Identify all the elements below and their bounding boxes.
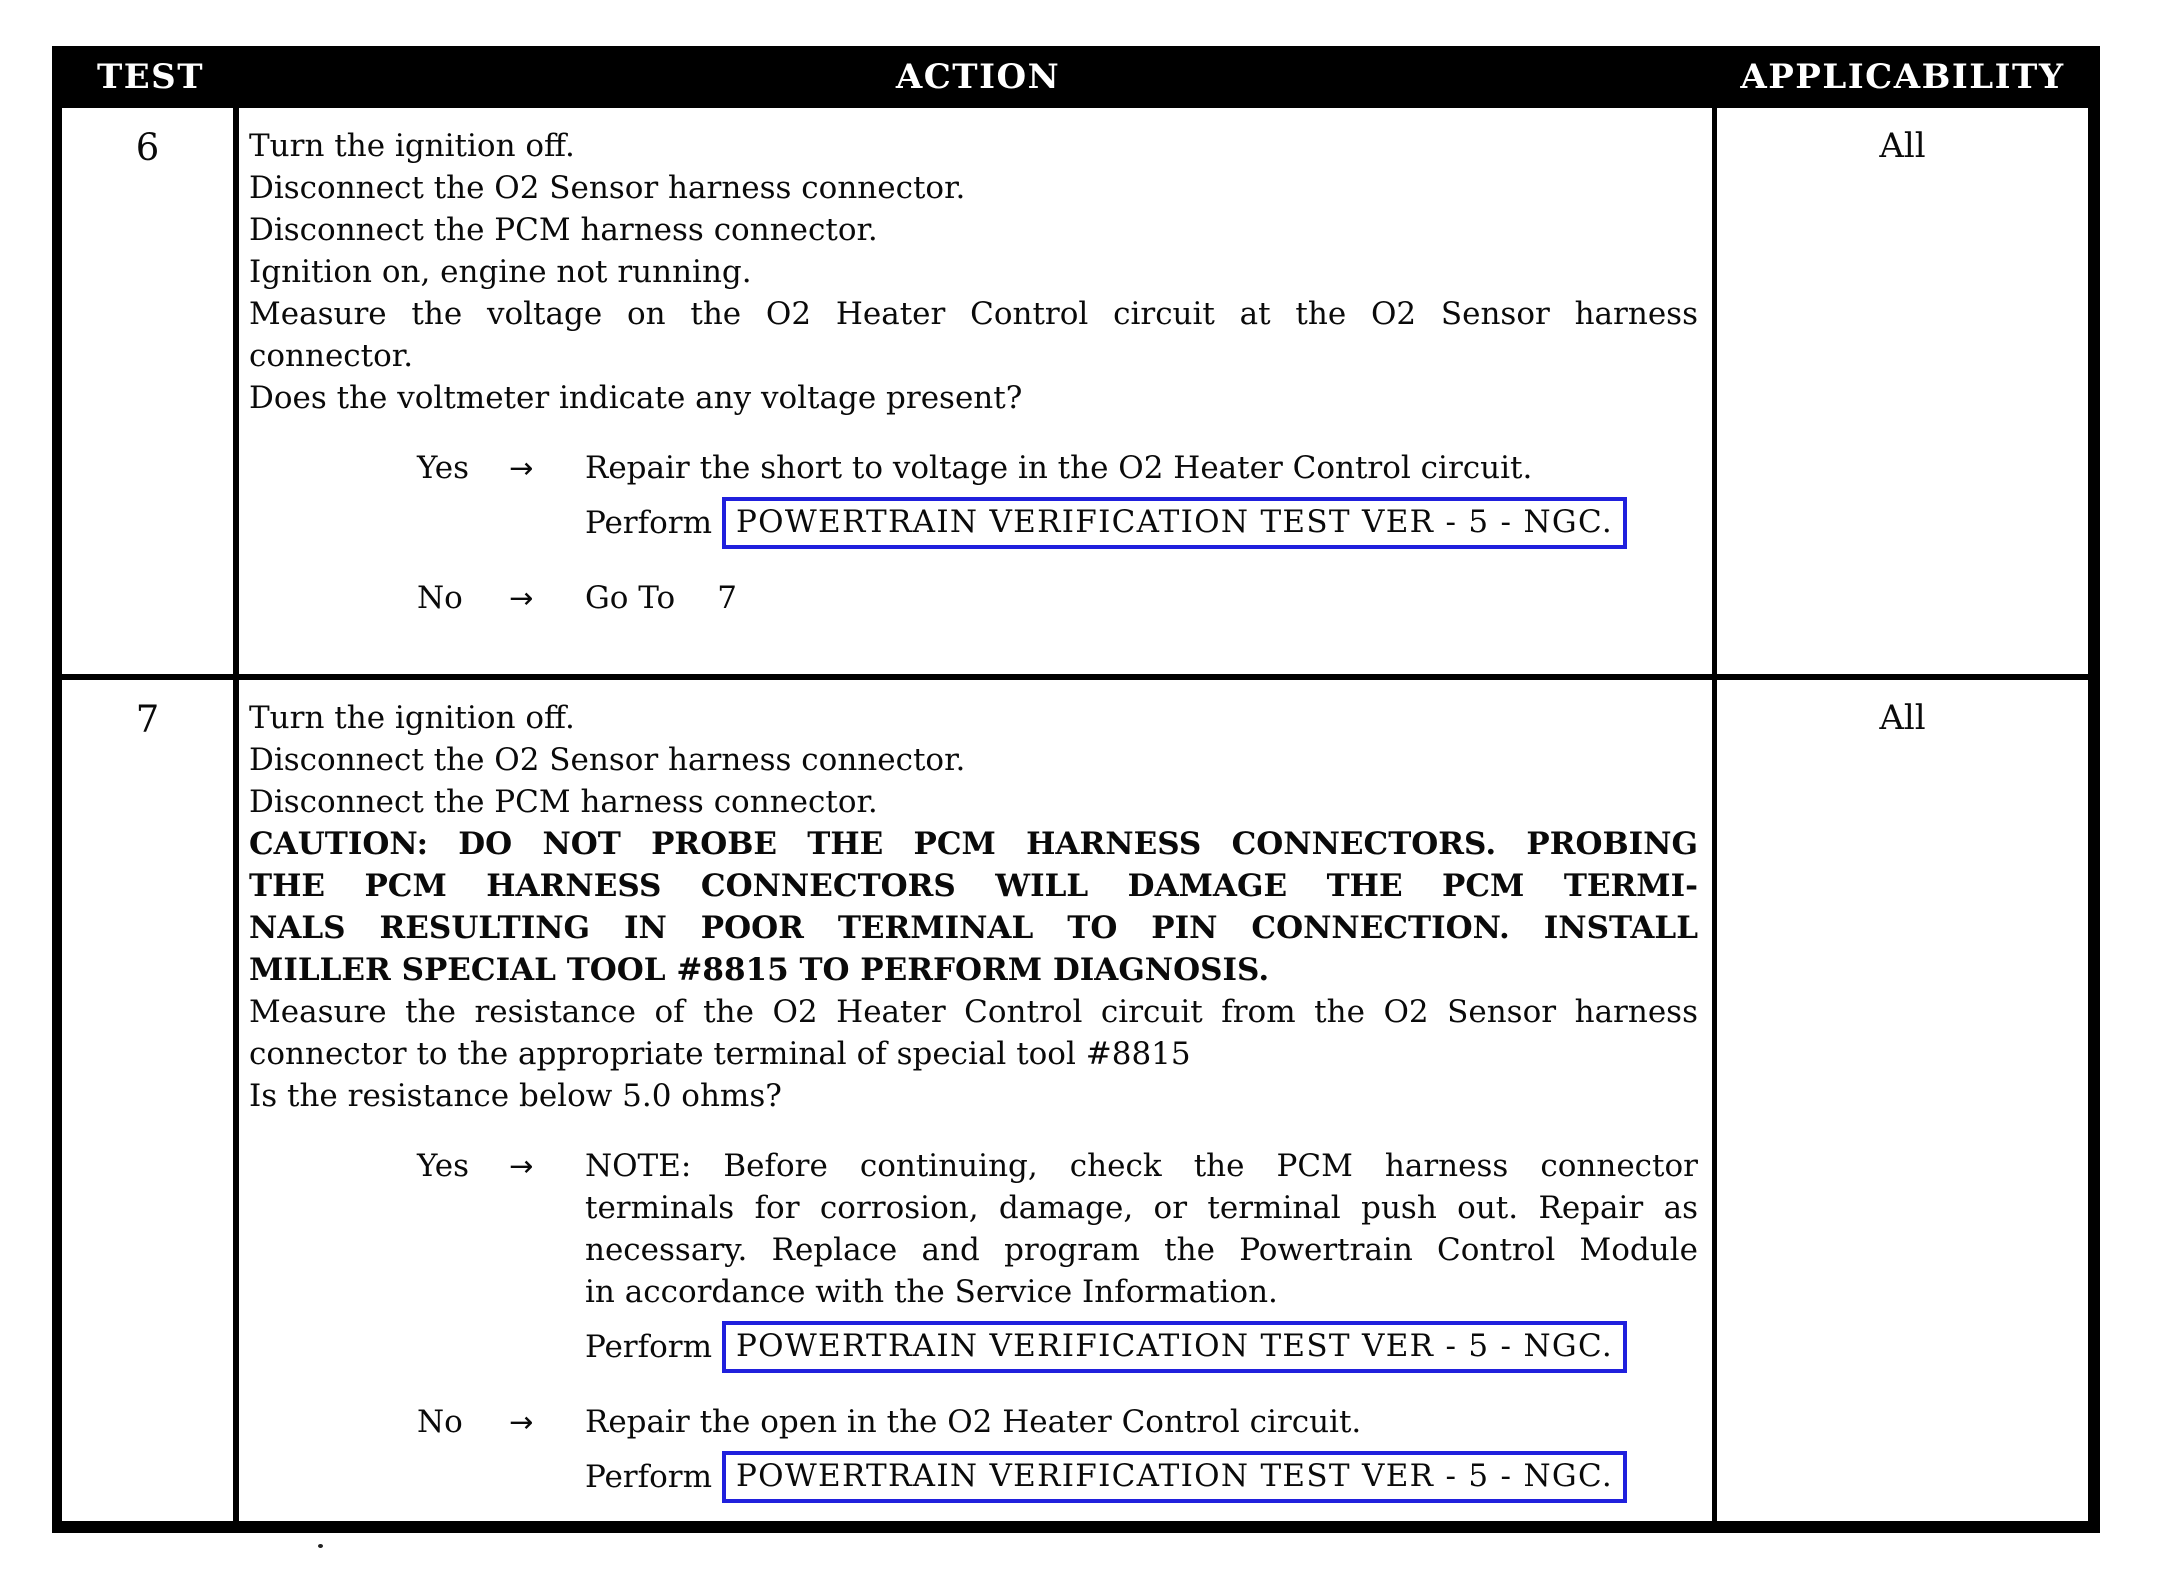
applicability-cell: [1717, 680, 2088, 1521]
answer-no: [249, 577, 1698, 619]
result-line: Repair the short to voltage in the O2 Heater Control circuit.: [585, 450, 1533, 486]
goto-target-test-number: 7: [717, 580, 737, 616]
step-line: Turn the ignition off.: [249, 128, 575, 164]
arrow-right-icon: →: [509, 1149, 534, 1183]
arrow-right-icon: →: [509, 581, 534, 615]
answer-label-yes: Yes: [417, 450, 470, 486]
test-number: 6: [135, 126, 160, 169]
result-line: Repair the open in the O2 Heater Control circuit.: [585, 1404, 1362, 1440]
action-cell: [239, 108, 1717, 674]
table-row-test-6: [62, 108, 2088, 674]
step-line: Disconnect the O2 Sensor harness connector.: [249, 742, 966, 778]
step-line: Disconnect the PCM harness connector.: [249, 784, 878, 820]
caution-line: NALS RESULTING IN POOR TERMINAL TO PIN CONNECTION. INSTALL: [249, 910, 1698, 946]
perform-prefix: Perform: [585, 1329, 712, 1365]
test-number: 7: [135, 698, 160, 741]
answers-block: [249, 447, 1698, 619]
action-cell: [239, 680, 1717, 1521]
caution-line: CAUTION: DO NOT PROBE THE PCM HARNESS CONNECTORS. PROBING: [249, 826, 1698, 862]
powertrain-verification-link[interactable]: POWERTRAIN VERIFICATION TEST VER - 5 - NGC.: [722, 1321, 1627, 1373]
step-line: Turn the ignition off.: [249, 700, 575, 736]
answer-body: [585, 1401, 1698, 1505]
question-line: Is the resistance below 5.0 ohms?: [249, 1078, 782, 1114]
applicability-cell: [1717, 108, 2088, 674]
perform-line: [585, 495, 1698, 551]
test-number-cell: [62, 108, 239, 674]
header-cell-action: ACTION: [895, 57, 1061, 97]
note-line: in accordance with the Service Information.: [585, 1274, 1278, 1310]
table-header-row: [62, 46, 2088, 108]
answer-body: [585, 1145, 1698, 1375]
answer-body: [585, 577, 1698, 619]
note-line: NOTE: Before continuing, check the PCM harness connector: [585, 1148, 1698, 1184]
answer-label-no: No: [417, 1404, 463, 1440]
answer-yes: [249, 1145, 1698, 1375]
arrow-right-icon: →: [509, 451, 534, 485]
perform-line: [585, 1449, 1698, 1505]
answers-block: [249, 1145, 1698, 1505]
step-line: Ignition on, engine not running.: [249, 254, 752, 290]
answer-no: [249, 1401, 1698, 1505]
applicability-value: All: [1879, 698, 1926, 738]
header-cell-applicability: APPLICABILITY: [1740, 57, 2065, 97]
note-line: terminals for corrosion, damage, or terminal push out. Repair as: [585, 1190, 1698, 1226]
step-line: connector.: [249, 338, 414, 374]
powertrain-verification-link[interactable]: POWERTRAIN VERIFICATION TEST VER - 5 - NGC.: [722, 1451, 1627, 1503]
answer-label-yes: Yes: [417, 1148, 470, 1184]
question-line: Does the voltmeter indicate any voltage present?: [249, 380, 1023, 416]
powertrain-verification-link[interactable]: POWERTRAIN VERIFICATION TEST VER - 5 - NGC.: [722, 497, 1627, 549]
perform-line: [585, 1319, 1698, 1375]
scan-speck: [318, 1544, 323, 1548]
applicability-value: All: [1879, 126, 1926, 166]
step-line: connector to the appropriate terminal of special tool #8815: [249, 1036, 1191, 1072]
step-line: Measure the resistance of the O2 Heater Control circuit from the O2 Sensor harness: [249, 994, 1698, 1030]
goto-line: [585, 577, 1698, 619]
test-number-cell: [62, 680, 239, 1521]
perform-prefix: Perform: [585, 1459, 712, 1495]
answer-yes: [249, 447, 1698, 551]
answer-body: [585, 447, 1698, 551]
step-line: Measure the voltage on the O2 Heater Control circuit at the O2 Sensor harness: [249, 296, 1698, 332]
step-line: Disconnect the PCM harness connector.: [249, 212, 878, 248]
step-line: Disconnect the O2 Sensor harness connector.: [249, 170, 966, 206]
table-row-test-7: [62, 674, 2088, 1521]
diagnostic-test-table: [52, 46, 2100, 1533]
arrow-right-icon: →: [509, 1405, 534, 1439]
perform-prefix: Perform: [585, 505, 712, 541]
caution-line: MILLER SPECIAL TOOL #8815 TO PERFORM DIAGNOSIS.: [249, 952, 1270, 988]
caution-line: THE PCM HARNESS CONNECTORS WILL DAMAGE THE PCM TERMI-: [249, 868, 1698, 904]
header-cell-test: TEST: [96, 57, 205, 97]
answer-label-no: No: [417, 580, 463, 616]
goto-prefix: Go To: [585, 580, 676, 616]
note-line: necessary. Replace and program the Powertrain Control Module: [585, 1232, 1698, 1268]
